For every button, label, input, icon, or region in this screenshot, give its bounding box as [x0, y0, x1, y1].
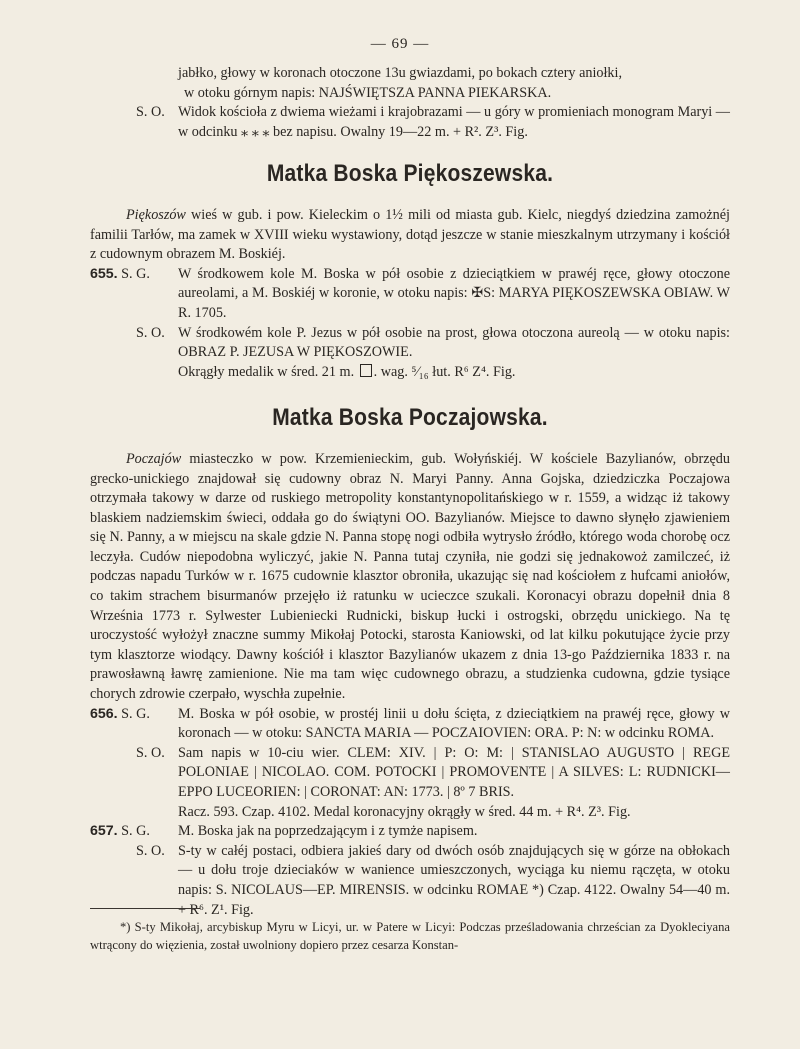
reverse-label: S. O. — [136, 104, 165, 121]
obverse-text: M. Boska w pół osobie, w prostéj linii u dołu ścięta, z dzieciątkiem na prawéj ręce, głowy w koronach — w otoku: SANCTA MARIA — POCZAIOVIEN: ORA. P: N: w odcinku ROMA. — [178, 705, 730, 742]
intro-text: miasteczko w pow. Krzemienieckim, gub. Wołyńskiéj. W kościele Bazylianów, obrzędu grecko-unickiego znajdował się cudowny obraz N. Maryi Panny. Anna Gojska, dziedziczka Poczajowa otrzymała takowy w darze od ruskiego metropolity konstantynopolitańskiego w r. 1559, a widząc iż takowy blaskiem nadziemskim świeci, oddała go do świątyni OO. Bazylianów. Miejsce to dawno słynęło zjawieniem się N. Panny, a w miejscu na skale gdzie N. Panna stopę nogi odbiła wytrysło źródło, którego woda chorobę ocz leczyła. Cudów niepodobna wyliczyć, jakie N. Panna tutaj czyniła, nie godzi się jednakowoż zamilczeć, iż podczas napadu Turków w r. 1675 cudownie klasztor obroniła, ukazując się nad kościołem z hufcami aniołów, co takim strachem bisurmanów przejęło iż ratunku w ucieczce szukali. Koronacyi obrazu dopełnił dnia 8 Września 1773 r. Sylwester Lubieniecki Rudnicki, biskup łucki i ostrogski, obrzędu unickiego. Na tę uroczystość wyłożył znaczne summy Mikołaj Potocki, starosta Kaniowski, od lat kilku pokutujące życie przy tym klasztorze wiodący. Dawny kościół i klasztor Bazylianów ukazem z dnia 13-go Października 1833 r. na prawosławną ławrę zamienione. Nie ma tam więc cudownego obrazu, a studzienka cudowna, gdzie tysiące chorych zdrowie czerpało, wyschła zupełnie. — [90, 450, 730, 703]
reverse-label: S. O. — [136, 744, 165, 761]
reverse-reference: Racz. 593. Czap. 4102. Medal koronacyjny okrągły w śred. 44 m. + R⁴. Z³. Fig. — [178, 803, 631, 820]
square-shape-icon — [360, 364, 372, 377]
entry-number: 655. — [90, 265, 118, 282]
intro-paragraph-poczajow — [90, 450, 730, 705]
reverse-text: S-ty w całéj postaci, odbiera jakieś dary od dwóch osób znajdujących się w górze na obłokach — u dołu troje dzieciaków w wanience umieszczonych, wyciąga ku niemu rączęta, w otoku napis: S. NICOLAUS—EP. MIRENSIS. w odcinku ROMAE *) Czap. 4122. Owalny 54—40 m. + R⁶. Z¹. Fig. — [178, 842, 730, 918]
page-number: — 69 — — [370, 36, 430, 52]
carryover-entry — [90, 64, 730, 103]
intro-text: wieś w gub. i pow. Kieleckim o 1½ mili od miasta gub. Kielc, niegdyś dziedzina zamożnéj familii Tarłów, ma zamek w XVIII wieku wystawiony, dotąd jeszcze w stanie mieszkalnym utrzymany i kościół z cudownym obrazem M. Boskiéj. — [90, 206, 730, 263]
entry-656-reverse — [90, 744, 730, 822]
entry-number: 656. — [90, 705, 118, 722]
obverse-label: S. G. — [121, 823, 150, 840]
footnote: *) S-ty Mikołaj, arcybiskup Myru w Licyi, ur. w Patere w Licyi: Podczas prześladowania chrześcian za Dyokleciyana wtrącony do więzienia, został uwolniony dopiero przez cesarza Konstan- — [90, 920, 730, 952]
section-heading-piekoszewska: Matka Boska Piękoszewska. — [266, 160, 554, 188]
reverse-text: Sam napis w 10-ciu wier. CLEM: XIV. | P: O: M: | STANISLAO AUGUSTO | REGE POLONIAE | NICOLAO. COM. POTOCKI | PROMOVENTE | A SILVES: L: RUDNICKI—EPPO LUCEORIEN: | CORONAT: AN: 1773. | 8º 7 BRIS. — [178, 744, 730, 800]
carryover-line-1: jabłko, głowy w koronach otoczone 13u gwiazdami, po bokach cztery aniołki, — [178, 65, 623, 81]
reverse-label: S. O. — [136, 842, 165, 859]
obverse-text: M. Boska jak na poprzedzającym i z tymże napisem. — [178, 823, 478, 840]
reverse-text: Widok kościoła z dwiema wieżami i krajobrazami — u góry w promieniach monogram Maryi — w odcinku ⁎ ⁎ ⁎ bez napisu. Owalny 19—22 m. + R². Z³. Fig. — [178, 104, 730, 140]
intro-paragraph-piekoszow — [90, 206, 730, 265]
obverse-text: W środkowem kole M. Boska w pół osobie z dzieciątkiem w prawéj ręce, głowy otoczone aureolami, a M. Boskiéj w koronie, w otoku napis: ✠S: MARYA PIĘKOSZEWSKA OBIAW. W R. 1705. — [178, 265, 730, 321]
entry-label — [90, 705, 178, 725]
obverse-label: S. G. — [121, 705, 150, 722]
description-part-1: Okrągły medalik w śred. 21 m. — [178, 363, 355, 380]
reverse-text: W środkowém kole P. Jezus w pół osobie na prost, głowa otoczona aureolą — w otoku napis: OBRAZ P. JEZUSA W PIĘKOSZOWIE. — [178, 324, 730, 361]
section-heading-poczajowska: Matka Boska Poczajowska. — [272, 404, 548, 431]
footnote-divider — [90, 908, 200, 909]
description-part-2: . wag. ⁵⁄₁₆ łut. R⁶ Z⁴. Fig. — [373, 363, 516, 380]
entry-657-obverse — [90, 822, 730, 842]
entry-label — [90, 265, 178, 285]
entry-number: 657. — [90, 823, 118, 840]
entry-655-reverse — [90, 324, 730, 383]
entry-656-obverse — [90, 705, 730, 744]
place-name: Piękoszów — [126, 206, 186, 223]
obverse-label: S. G. — [121, 265, 150, 282]
page-content — [90, 64, 730, 920]
reverse-description — [178, 363, 730, 383]
entry-label — [90, 822, 178, 842]
place-name: Poczajów — [126, 450, 182, 467]
entry-655-obverse — [90, 265, 730, 324]
reverse-label: S. O. — [136, 324, 165, 341]
carryover-line-2: w otoku górnym napis: NAJŚWIĘTSZA PANNA PIEKARSKA. — [184, 84, 552, 101]
carryover-reverse — [90, 103, 730, 142]
